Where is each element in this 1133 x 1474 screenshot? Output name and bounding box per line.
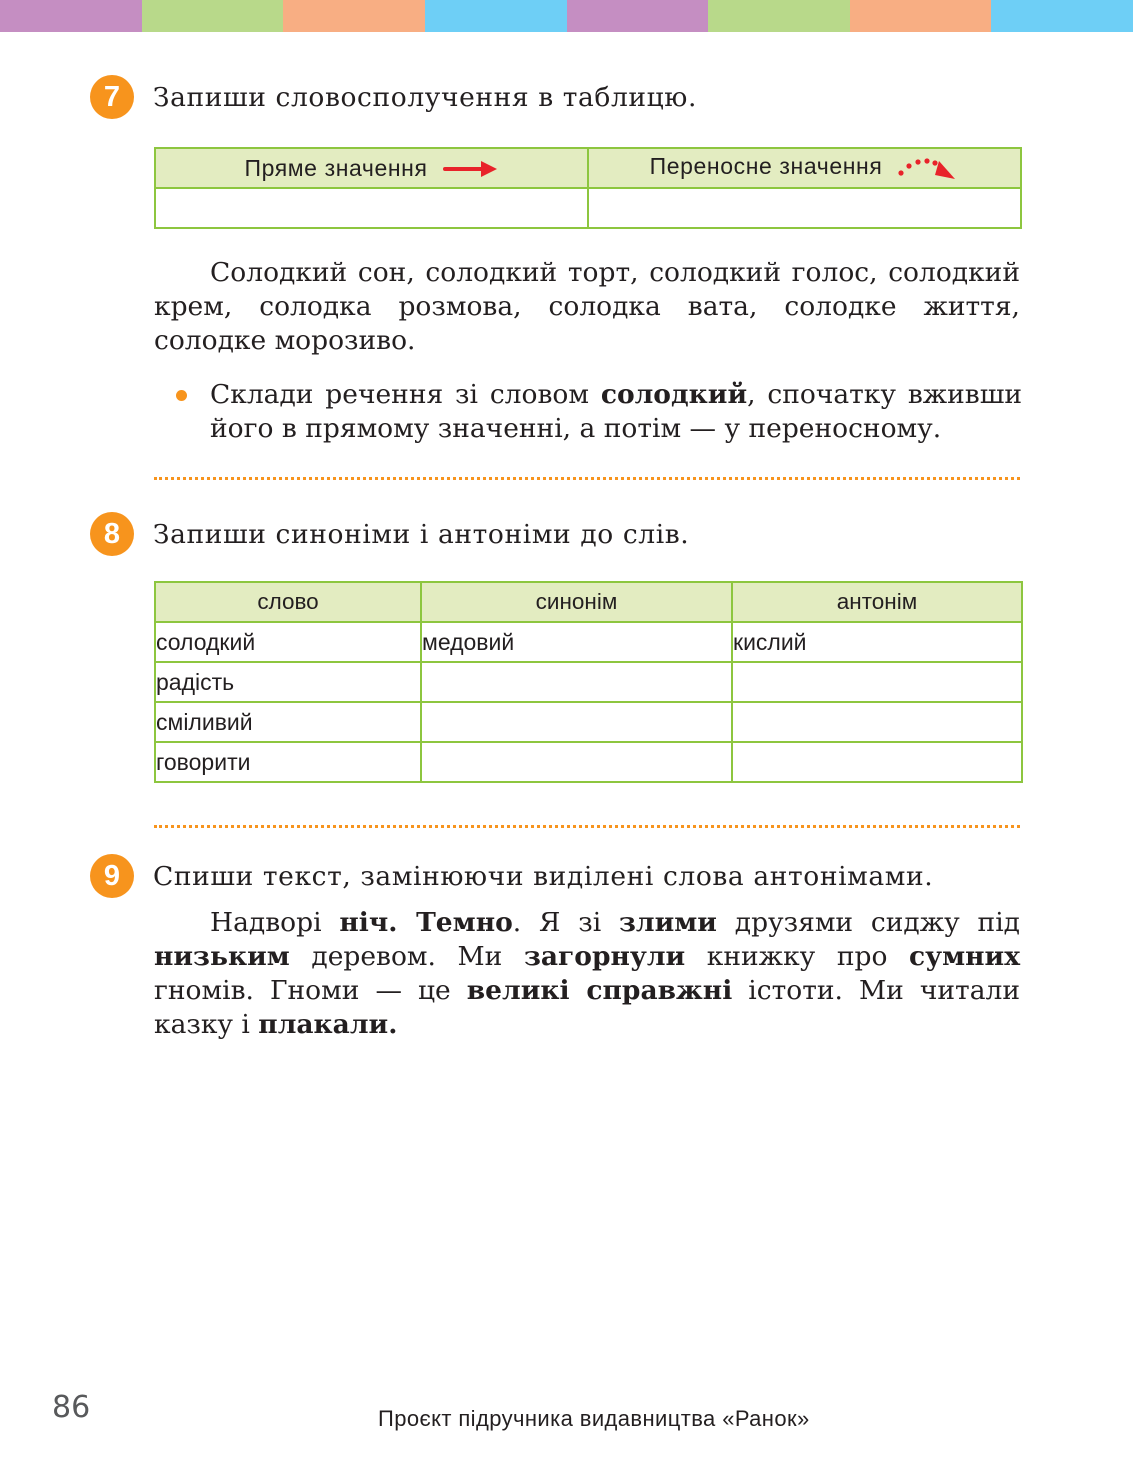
highlighted-word: ніч. Темно xyxy=(339,907,513,938)
answer-cell-direct[interactable] xyxy=(155,188,588,228)
text-segment: Надворі xyxy=(210,907,340,938)
task-instruction: Спиши текст, замінюючи виділені слова антонімами. xyxy=(153,860,934,892)
task-instruction: Запиши синоніми і антоніми до слів. xyxy=(153,518,690,550)
antonym-cell[interactable] xyxy=(732,702,1022,742)
bullet-item xyxy=(176,378,1026,446)
synonym-cell[interactable]: медовий xyxy=(421,622,732,662)
table-row xyxy=(155,662,1022,702)
footer-publisher: Проєкт підручника видавництва «Ранок» xyxy=(378,1406,810,1431)
header-word: слово xyxy=(155,582,421,622)
synonym-cell[interactable] xyxy=(421,702,732,742)
stripe-segment xyxy=(425,0,567,32)
text-segment: гномів. Гноми — це xyxy=(154,975,467,1006)
table-row xyxy=(155,742,1022,782)
word-cell: говорити xyxy=(155,742,421,782)
dotted-divider xyxy=(154,477,1020,480)
synonym-cell[interactable] xyxy=(421,742,732,782)
stripe-segment xyxy=(850,0,992,32)
meaning-table xyxy=(154,147,1022,229)
dotted-divider xyxy=(154,825,1020,828)
highlighted-word: великі справжні xyxy=(466,975,733,1006)
color-stripe-bar xyxy=(0,0,1133,32)
task-number-badge: 7 xyxy=(90,75,134,119)
highlighted-word: загорнули xyxy=(523,941,686,972)
header-synonym: синонім xyxy=(421,582,732,622)
synonym-cell[interactable] xyxy=(421,662,732,702)
header-label: Пряме значення xyxy=(244,154,428,181)
bullet-text xyxy=(210,378,1022,446)
text-segment: друзями сиджу під xyxy=(716,907,1020,938)
bullet-text-part: , спочатку вживши його в прямому значенні, а потім — у переносному. xyxy=(210,379,1022,444)
highlighted-word: злими xyxy=(619,907,717,938)
stripe-segment xyxy=(708,0,850,32)
highlighted-word: сумних xyxy=(909,941,1020,972)
solid-arrow-icon xyxy=(443,159,499,179)
page-number: 86 xyxy=(52,1390,91,1425)
text-segment: книжку про xyxy=(685,941,910,972)
highlighted-word: низьким xyxy=(154,941,290,972)
bullet-dot-icon xyxy=(176,390,187,401)
antonym-cell[interactable]: кислий xyxy=(732,622,1022,662)
word-cell: солодкий xyxy=(155,622,421,662)
task-8-heading xyxy=(90,509,1050,559)
stripe-segment xyxy=(567,0,709,32)
text-segment: деревом. Ми xyxy=(289,941,524,972)
stripe-segment xyxy=(283,0,425,32)
bullet-text-part: Склади речення зі словом xyxy=(210,379,601,410)
task-instruction: Запиши словосполучення в таблицю. xyxy=(153,81,698,113)
header-label: Переносне значення xyxy=(649,153,883,180)
task-number-badge: 9 xyxy=(90,854,134,898)
text-segment: . Я зі xyxy=(512,907,620,938)
phrases-paragraph: Солодкий сон, солодкий торт, солодкий голос, солодкий крем, солодка розмова, солодка вата, солодке життя, солодке морозиво. xyxy=(154,257,1020,356)
table-row xyxy=(155,622,1022,662)
task-9-text xyxy=(154,906,1020,1042)
antonym-cell[interactable] xyxy=(732,662,1022,702)
dotted-arrow-icon xyxy=(897,153,959,183)
answer-cell-figurative[interactable] xyxy=(588,188,1021,228)
word-cell: радість xyxy=(155,662,421,702)
word-cell: сміливий xyxy=(155,702,421,742)
antonym-cell[interactable] xyxy=(732,742,1022,782)
bullet-bold-word: солодкий xyxy=(600,379,748,410)
header-antonym: антонім xyxy=(732,582,1022,622)
header-direct-meaning xyxy=(155,148,588,188)
stripe-segment xyxy=(142,0,284,32)
task-7-heading xyxy=(90,72,1050,122)
stripe-segment xyxy=(991,0,1133,32)
task-number-badge: 8 xyxy=(90,512,134,556)
highlighted-word: плакали. xyxy=(258,1009,398,1040)
synonym-antonym-table xyxy=(154,581,1023,783)
stripe-segment xyxy=(0,0,142,32)
text-segment: істоти. Ми читали казку і xyxy=(154,975,1020,1040)
header-figurative-meaning xyxy=(588,148,1021,188)
task-9-heading xyxy=(90,851,1050,901)
table-row xyxy=(155,702,1022,742)
